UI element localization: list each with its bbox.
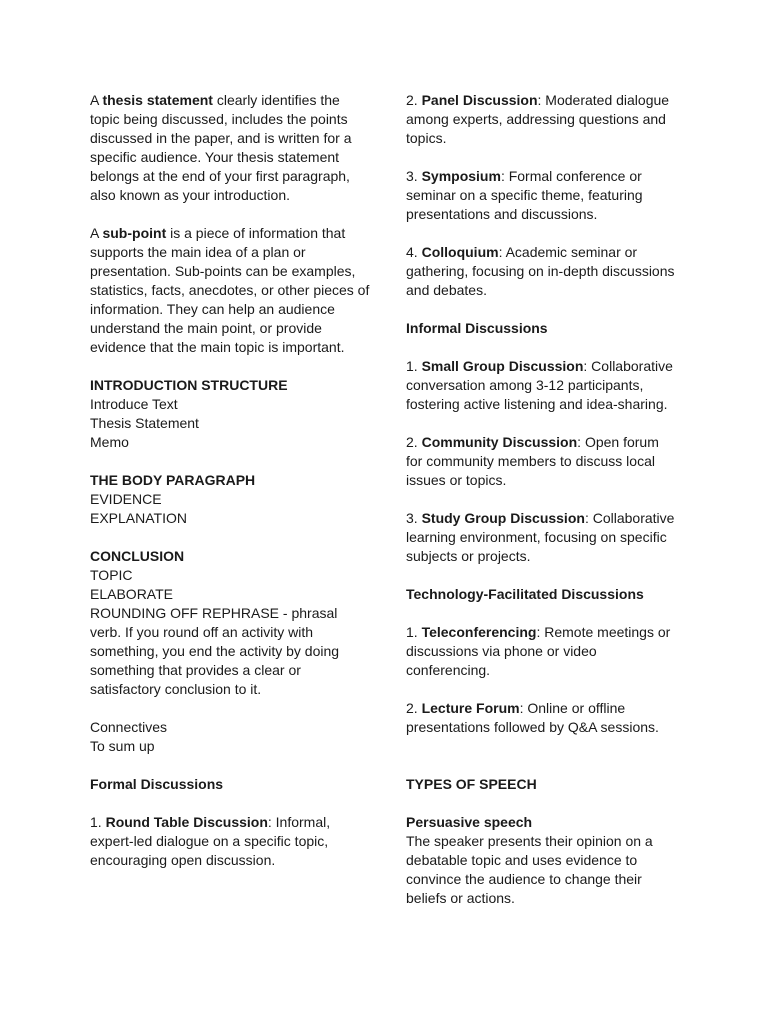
thesis-pre: A xyxy=(90,92,103,108)
small-group-item xyxy=(406,357,678,414)
introduction-structure-section xyxy=(90,376,372,452)
item-term: Teleconferencing xyxy=(421,624,537,640)
body-paragraph-section xyxy=(90,471,372,528)
item-term: Panel Discussion xyxy=(421,92,538,108)
thesis-statement-paragraph xyxy=(90,91,372,205)
introduction-item: Thesis Statement xyxy=(90,415,199,431)
item-text: : Collaborative learning environment, focusing on specific subjects or projects. xyxy=(406,510,675,564)
item-number: 3. xyxy=(406,168,422,184)
introduction-item: Introduce Text xyxy=(90,396,178,412)
connectives-item: To sum up xyxy=(90,738,155,754)
technology-discussions-heading: Technology-Facilitated Discussions xyxy=(406,586,644,602)
persuasive-speech-heading: Persuasive speech xyxy=(406,814,533,830)
connectives-label: Connectives xyxy=(90,719,168,735)
item-term: Community Discussion xyxy=(421,434,578,450)
connectives-section xyxy=(90,718,372,756)
item-term: Round Table Discussion xyxy=(105,814,268,830)
item-number: 4. xyxy=(406,244,422,260)
item-term: Study Group Discussion xyxy=(421,510,585,526)
item-text: : Academic seminar or gathering, focusing on in-depth discussions and debates. xyxy=(406,244,675,298)
panel-discussion-item xyxy=(406,91,678,148)
persuasive-speech-section xyxy=(406,813,678,908)
item-text: : Formal conference or seminar on a specific theme, featuring presentations and discussions. xyxy=(406,168,643,222)
item-term: Colloquium xyxy=(421,244,499,260)
rounding-off-definition: ROUNDING OFF REPHRASE - phrasal verb. If you round off an activity with something, you end the activity by doing something that provides a clear or satisfactory conclusion to it. xyxy=(90,605,340,697)
informal-discussions-heading: Informal Discussions xyxy=(406,320,548,336)
community-discussion-item xyxy=(406,433,678,490)
sub-point-paragraph xyxy=(90,224,372,357)
body-paragraph-heading: THE BODY PARAGRAPH xyxy=(90,472,256,488)
right-column xyxy=(406,91,678,927)
teleconferencing-item xyxy=(406,623,678,680)
thesis-term: thesis statement xyxy=(102,92,213,108)
item-number: 2. xyxy=(406,434,422,450)
left-column xyxy=(90,91,372,889)
colloquium-item xyxy=(406,243,678,300)
types-of-speech-heading: TYPES OF SPEECH xyxy=(406,776,537,792)
symposium-item xyxy=(406,167,678,224)
item-number: 2. xyxy=(406,92,422,108)
item-text: : Informal, expert-led dialogue on a specific topic, encouraging open discussion. xyxy=(90,814,331,868)
item-number: 1. xyxy=(406,624,422,640)
item-number: 2. xyxy=(406,700,422,716)
persuasive-speech-text: The speaker presents their opinion on a debatable topic and uses evidence to convince the audience to change their beliefs or actions. xyxy=(406,833,653,906)
item-text: : Moderated dialogue among experts, addressing questions and topics. xyxy=(406,92,670,146)
body-item: EXPLANATION xyxy=(90,510,187,526)
body-item: EVIDENCE xyxy=(90,491,162,507)
introduction-structure-heading: INTRODUCTION STRUCTURE xyxy=(90,377,288,393)
conclusion-item: ELABORATE xyxy=(90,586,173,602)
lecture-forum-item xyxy=(406,699,678,737)
conclusion-heading: CONCLUSION xyxy=(90,548,185,564)
item-term: Small Group Discussion xyxy=(421,358,584,374)
item-number: 1. xyxy=(406,358,422,374)
item-text: : Online or offline presentations followed by Q&A sessions. xyxy=(406,700,659,735)
subpoint-term: sub-point xyxy=(102,225,167,241)
item-number: 1. xyxy=(90,814,106,830)
item-term: Symposium xyxy=(421,168,501,184)
round-table-item xyxy=(90,813,372,870)
formal-discussions-heading: Formal Discussions xyxy=(90,776,224,792)
introduction-item: Memo xyxy=(90,434,129,450)
item-term: Lecture Forum xyxy=(421,700,520,716)
item-text: : Remote meetings or discussions via phone or video conferencing. xyxy=(406,624,671,678)
subpoint-pre: A xyxy=(90,225,103,241)
thesis-text: clearly identifies the topic being discussed, includes the points discussed in the paper, and is written for a specific audience. Your thesis statement belongs at the end of your first paragraph, also known as your introduction. xyxy=(90,92,352,203)
item-number: 3. xyxy=(406,510,422,526)
conclusion-item: TOPIC xyxy=(90,567,133,583)
conclusion-section xyxy=(90,547,372,699)
item-text: : Collaborative conversation among 3-12 participants, fostering active listening and idea-sharing. xyxy=(406,358,673,412)
item-text: : Open forum for community members to discuss local issues or topics. xyxy=(406,434,659,488)
subpoint-text: is a piece of information that supports the main idea of a plan or presentation. Sub-points can be examples, statistics, facts, anecdotes, or other pieces of information. They can help an audience understand the main point, or provide evidence that the main topic is important. xyxy=(90,225,370,355)
study-group-item xyxy=(406,509,678,566)
